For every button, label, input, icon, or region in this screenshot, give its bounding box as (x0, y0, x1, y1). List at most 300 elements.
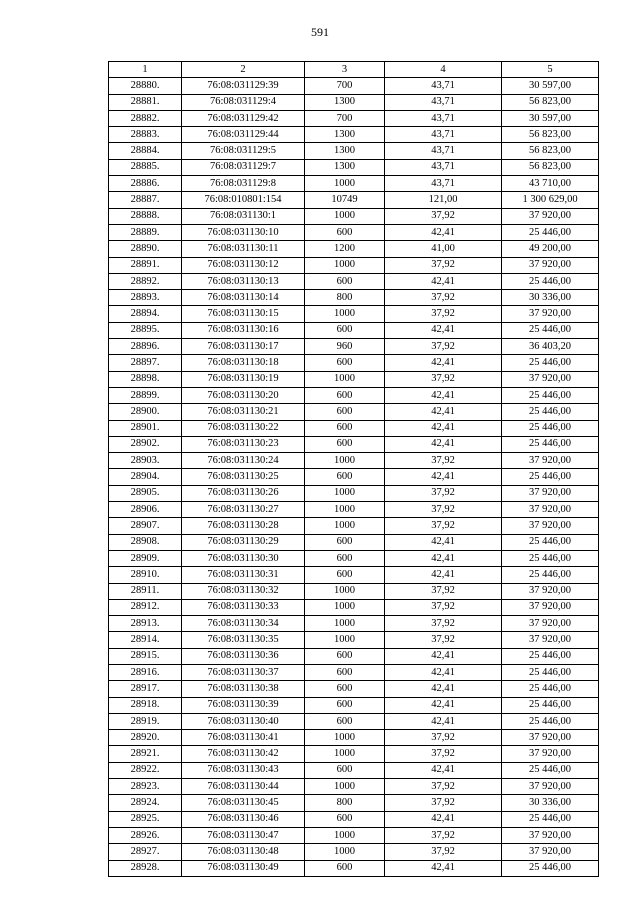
area-cell: 1000 (305, 730, 385, 746)
table-row (109, 241, 599, 257)
rate-cell: 37,92 (385, 518, 502, 534)
area-cell: 600 (305, 387, 385, 403)
cadastral-number-cell: 76:08:031130:19 (182, 371, 305, 387)
cadastral-number-cell: 76:08:031130:45 (182, 795, 305, 811)
cadastral-number-cell: 76:08:031130:39 (182, 697, 305, 713)
rate-cell: 37,92 (385, 257, 502, 273)
row-number-cell: 28885. (109, 159, 182, 175)
cadastral-number-cell: 76:08:031130:15 (182, 306, 305, 322)
row-number-cell: 28917. (109, 681, 182, 697)
table-row (109, 404, 599, 420)
row-number-cell: 28924. (109, 795, 182, 811)
value-cell: 25 446,00 (502, 273, 599, 289)
row-number-cell: 28926. (109, 827, 182, 843)
rate-cell: 37,92 (385, 599, 502, 615)
value-cell: 25 446,00 (502, 224, 599, 240)
cadastral-number-cell: 76:08:031129:44 (182, 127, 305, 143)
cadastral-number-cell: 76:08:010801:154 (182, 192, 305, 208)
row-number-cell: 28893. (109, 290, 182, 306)
rate-cell: 121,00 (385, 192, 502, 208)
table-row (109, 779, 599, 795)
area-cell: 1000 (305, 746, 385, 762)
area-cell: 600 (305, 860, 385, 876)
rate-cell: 42,41 (385, 420, 502, 436)
area-cell: 1000 (305, 371, 385, 387)
area-cell: 600 (305, 273, 385, 289)
row-number-cell: 28912. (109, 599, 182, 615)
table-row (109, 746, 599, 762)
value-cell: 56 823,00 (502, 127, 599, 143)
rate-cell: 43,71 (385, 176, 502, 192)
rate-cell: 37,92 (385, 453, 502, 469)
row-number-cell: 28895. (109, 322, 182, 338)
cadastral-number-cell: 76:08:031130:49 (182, 860, 305, 876)
value-cell: 25 446,00 (502, 534, 599, 550)
cadastral-number-cell: 76:08:031130:20 (182, 387, 305, 403)
table-row (109, 550, 599, 566)
rate-cell: 37,92 (385, 616, 502, 632)
row-number-cell: 28906. (109, 502, 182, 518)
area-cell: 1000 (305, 208, 385, 224)
row-number-cell: 28907. (109, 518, 182, 534)
cadastral-number-cell: 76:08:031130:22 (182, 420, 305, 436)
row-number-cell: 28897. (109, 355, 182, 371)
table-row (109, 795, 599, 811)
rate-cell: 43,71 (385, 94, 502, 110)
area-cell: 1000 (305, 844, 385, 860)
value-cell: 37 920,00 (502, 257, 599, 273)
table-row (109, 632, 599, 648)
row-number-cell: 28905. (109, 485, 182, 501)
cadastral-number-cell: 76:08:031129:4 (182, 94, 305, 110)
cadastral-number-cell: 76:08:031130:44 (182, 779, 305, 795)
cadastral-number-cell: 76:08:031130:16 (182, 322, 305, 338)
table-row (109, 583, 599, 599)
table-row (109, 355, 599, 371)
cadastral-number-cell: 76:08:031130:46 (182, 811, 305, 827)
area-cell: 600 (305, 648, 385, 664)
area-cell: 1000 (305, 632, 385, 648)
area-cell: 1000 (305, 616, 385, 632)
value-cell: 36 403,20 (502, 339, 599, 355)
row-number-cell: 28892. (109, 273, 182, 289)
rate-cell: 42,41 (385, 648, 502, 664)
cadastral-number-cell: 76:08:031130:25 (182, 469, 305, 485)
area-cell: 600 (305, 224, 385, 240)
rate-cell: 42,41 (385, 697, 502, 713)
table-row (109, 159, 599, 175)
area-cell: 1000 (305, 485, 385, 501)
data-table (108, 61, 599, 877)
row-number-cell: 28925. (109, 811, 182, 827)
value-cell: 25 446,00 (502, 550, 599, 566)
value-cell: 25 446,00 (502, 436, 599, 452)
value-cell: 25 446,00 (502, 322, 599, 338)
cadastral-number-cell: 76:08:031130:36 (182, 648, 305, 664)
table-body (109, 78, 599, 877)
area-cell: 1000 (305, 306, 385, 322)
row-number-cell: 28891. (109, 257, 182, 273)
column-header-1: 1 (109, 62, 182, 78)
rate-cell: 37,92 (385, 827, 502, 843)
row-number-cell: 28903. (109, 453, 182, 469)
area-cell: 600 (305, 681, 385, 697)
area-cell: 1200 (305, 241, 385, 257)
rate-cell: 42,41 (385, 811, 502, 827)
value-cell: 56 823,00 (502, 143, 599, 159)
cadastral-number-cell: 76:08:031130:32 (182, 583, 305, 599)
area-cell: 600 (305, 550, 385, 566)
value-cell: 25 446,00 (502, 567, 599, 583)
row-number-cell: 28881. (109, 94, 182, 110)
row-number-cell: 28923. (109, 779, 182, 795)
area-cell: 1000 (305, 599, 385, 615)
rate-cell: 37,92 (385, 730, 502, 746)
row-number-cell: 28909. (109, 550, 182, 566)
area-cell: 960 (305, 339, 385, 355)
area-cell: 800 (305, 290, 385, 306)
area-cell: 600 (305, 713, 385, 729)
column-header-5: 5 (502, 62, 599, 78)
area-cell: 1000 (305, 257, 385, 273)
cadastral-number-cell: 76:08:031130:35 (182, 632, 305, 648)
value-cell: 25 446,00 (502, 713, 599, 729)
cadastral-number-cell: 76:08:031130:23 (182, 436, 305, 452)
row-number-cell: 28913. (109, 616, 182, 632)
table-row (109, 322, 599, 338)
value-cell: 37 920,00 (502, 632, 599, 648)
table-row (109, 420, 599, 436)
table-row (109, 257, 599, 273)
cadastral-number-cell: 76:08:031130:28 (182, 518, 305, 534)
row-number-cell: 28902. (109, 436, 182, 452)
value-cell: 25 446,00 (502, 355, 599, 371)
value-cell: 49 200,00 (502, 241, 599, 257)
row-number-cell: 28894. (109, 306, 182, 322)
row-number-cell: 28887. (109, 192, 182, 208)
area-cell: 600 (305, 436, 385, 452)
table-row (109, 567, 599, 583)
cadastral-number-cell: 76:08:031129:5 (182, 143, 305, 159)
row-number-cell: 28920. (109, 730, 182, 746)
table-row (109, 518, 599, 534)
table-row (109, 713, 599, 729)
area-cell: 600 (305, 322, 385, 338)
rate-cell: 37,92 (385, 208, 502, 224)
value-cell: 1 300 629,00 (502, 192, 599, 208)
rate-cell: 42,41 (385, 355, 502, 371)
cadastral-number-cell: 76:08:031130:12 (182, 257, 305, 273)
row-number-cell: 28901. (109, 420, 182, 436)
value-cell: 37 920,00 (502, 583, 599, 599)
area-cell: 600 (305, 762, 385, 778)
cadastral-number-cell: 76:08:031129:8 (182, 176, 305, 192)
cadastral-number-cell: 76:08:031130:18 (182, 355, 305, 371)
rate-cell: 37,92 (385, 339, 502, 355)
column-header-3: 3 (305, 62, 385, 78)
value-cell: 43 710,00 (502, 176, 599, 192)
area-cell: 1000 (305, 583, 385, 599)
table-row (109, 697, 599, 713)
rate-cell: 37,92 (385, 583, 502, 599)
cadastral-number-cell: 76:08:031130:27 (182, 502, 305, 518)
value-cell: 37 920,00 (502, 453, 599, 469)
value-cell: 37 920,00 (502, 371, 599, 387)
rate-cell: 42,41 (385, 681, 502, 697)
table-row (109, 664, 599, 680)
table-row (109, 339, 599, 355)
table-row (109, 387, 599, 403)
row-number-cell: 28914. (109, 632, 182, 648)
rate-cell: 42,41 (385, 860, 502, 876)
value-cell: 56 823,00 (502, 94, 599, 110)
row-number-cell: 28921. (109, 746, 182, 762)
row-number-cell: 28908. (109, 534, 182, 550)
value-cell: 25 446,00 (502, 697, 599, 713)
rate-cell: 37,92 (385, 306, 502, 322)
area-cell: 1300 (305, 143, 385, 159)
rate-cell: 42,41 (385, 713, 502, 729)
rate-cell: 43,71 (385, 78, 502, 94)
value-cell: 37 920,00 (502, 827, 599, 843)
row-number-cell: 28890. (109, 241, 182, 257)
value-cell: 37 920,00 (502, 746, 599, 762)
cadastral-number-cell: 76:08:031130:48 (182, 844, 305, 860)
area-cell: 1000 (305, 453, 385, 469)
table-row (109, 273, 599, 289)
cadastral-number-cell: 76:08:031130:34 (182, 616, 305, 632)
area-cell: 1000 (305, 502, 385, 518)
table-row (109, 534, 599, 550)
area-cell: 600 (305, 811, 385, 827)
table-row (109, 469, 599, 485)
value-cell: 30 336,00 (502, 290, 599, 306)
column-header-2: 2 (182, 62, 305, 78)
rate-cell: 42,41 (385, 534, 502, 550)
value-cell: 37 920,00 (502, 844, 599, 860)
rate-cell: 43,71 (385, 110, 502, 126)
table-row (109, 110, 599, 126)
row-number-cell: 28884. (109, 143, 182, 159)
cadastral-number-cell: 76:08:031130:33 (182, 599, 305, 615)
area-cell: 600 (305, 534, 385, 550)
rate-cell: 42,41 (385, 322, 502, 338)
value-cell: 56 823,00 (502, 159, 599, 175)
value-cell: 25 446,00 (502, 404, 599, 420)
area-cell: 600 (305, 664, 385, 680)
row-number-cell: 28911. (109, 583, 182, 599)
column-header-4: 4 (385, 62, 502, 78)
area-cell: 700 (305, 110, 385, 126)
cadastral-number-cell: 76:08:031129:7 (182, 159, 305, 175)
table-row (109, 436, 599, 452)
table-row (109, 224, 599, 240)
area-cell: 1300 (305, 127, 385, 143)
row-number-cell: 28927. (109, 844, 182, 860)
area-cell: 600 (305, 697, 385, 713)
value-cell: 37 920,00 (502, 306, 599, 322)
cadastral-number-cell: 76:08:031130:38 (182, 681, 305, 697)
rate-cell: 42,41 (385, 273, 502, 289)
area-cell: 1000 (305, 176, 385, 192)
row-number-cell: 28919. (109, 713, 182, 729)
cadastral-number-cell: 76:08:031130:29 (182, 534, 305, 550)
area-cell: 1300 (305, 94, 385, 110)
table-row (109, 371, 599, 387)
area-cell: 10749 (305, 192, 385, 208)
cadastral-number-cell: 76:08:031130:43 (182, 762, 305, 778)
row-number-cell: 28882. (109, 110, 182, 126)
area-cell: 1300 (305, 159, 385, 175)
cadastral-number-cell: 76:08:031130:31 (182, 567, 305, 583)
table-row (109, 176, 599, 192)
cadastral-number-cell: 76:08:031129:39 (182, 78, 305, 94)
area-cell: 1000 (305, 779, 385, 795)
row-number-cell: 28922. (109, 762, 182, 778)
rate-cell: 42,41 (385, 404, 502, 420)
value-cell: 25 446,00 (502, 762, 599, 778)
cadastral-number-cell: 76:08:031130:11 (182, 241, 305, 257)
rate-cell: 42,41 (385, 664, 502, 680)
area-cell: 1000 (305, 827, 385, 843)
value-cell: 25 446,00 (502, 681, 599, 697)
table-row (109, 485, 599, 501)
rate-cell: 37,92 (385, 290, 502, 306)
value-cell: 37 920,00 (502, 730, 599, 746)
value-cell: 25 446,00 (502, 469, 599, 485)
area-cell: 1000 (305, 518, 385, 534)
header-row (109, 62, 599, 78)
row-number-cell: 28886. (109, 176, 182, 192)
value-cell: 25 446,00 (502, 420, 599, 436)
rate-cell: 42,41 (385, 436, 502, 452)
value-cell: 37 920,00 (502, 616, 599, 632)
cadastral-number-cell: 76:08:031130:24 (182, 453, 305, 469)
table-row (109, 762, 599, 778)
area-cell: 600 (305, 567, 385, 583)
cadastral-number-cell: 76:08:031130:14 (182, 290, 305, 306)
rate-cell: 37,92 (385, 779, 502, 795)
value-cell: 25 446,00 (502, 664, 599, 680)
rate-cell: 37,92 (385, 502, 502, 518)
area-cell: 600 (305, 420, 385, 436)
table-row (109, 730, 599, 746)
table-row (109, 648, 599, 664)
table-row (109, 306, 599, 322)
area-cell: 600 (305, 355, 385, 371)
page-number: 591 (311, 25, 329, 39)
rate-cell: 37,92 (385, 632, 502, 648)
table-row (109, 192, 599, 208)
row-number-cell: 28898. (109, 371, 182, 387)
row-number-cell: 28918. (109, 697, 182, 713)
row-number-cell: 28915. (109, 648, 182, 664)
cadastral-number-cell: 76:08:031130:1 (182, 208, 305, 224)
rate-cell: 42,41 (385, 224, 502, 240)
row-number-cell: 28916. (109, 664, 182, 680)
rate-cell: 37,92 (385, 371, 502, 387)
value-cell: 37 920,00 (502, 779, 599, 795)
row-number-cell: 28896. (109, 339, 182, 355)
value-cell: 30 336,00 (502, 795, 599, 811)
row-number-cell: 28889. (109, 224, 182, 240)
table-row (109, 290, 599, 306)
table-row (109, 811, 599, 827)
row-number-cell: 28899. (109, 387, 182, 403)
value-cell: 30 597,00 (502, 110, 599, 126)
rate-cell: 42,41 (385, 762, 502, 778)
table-row (109, 127, 599, 143)
area-cell: 600 (305, 469, 385, 485)
rate-cell: 42,41 (385, 387, 502, 403)
rate-cell: 42,41 (385, 550, 502, 566)
table-row (109, 860, 599, 876)
row-number-cell: 28910. (109, 567, 182, 583)
area-cell: 600 (305, 404, 385, 420)
area-cell: 800 (305, 795, 385, 811)
cadastral-number-cell: 76:08:031130:47 (182, 827, 305, 843)
value-cell: 37 920,00 (502, 599, 599, 615)
value-cell: 25 446,00 (502, 811, 599, 827)
rate-cell: 42,41 (385, 469, 502, 485)
cadastral-number-cell: 76:08:031130:41 (182, 730, 305, 746)
rate-cell: 43,71 (385, 127, 502, 143)
row-number-cell: 28883. (109, 127, 182, 143)
table-row (109, 599, 599, 615)
value-cell: 37 920,00 (502, 518, 599, 534)
row-number-cell: 28880. (109, 78, 182, 94)
table-header (109, 62, 599, 78)
value-cell: 37 920,00 (502, 502, 599, 518)
cadastral-number-cell: 76:08:031130:10 (182, 224, 305, 240)
cadastral-number-cell: 76:08:031130:37 (182, 664, 305, 680)
cadastral-number-cell: 76:08:031129:42 (182, 110, 305, 126)
row-number-cell: 28888. (109, 208, 182, 224)
rate-cell: 43,71 (385, 143, 502, 159)
cadastral-number-cell: 76:08:031130:26 (182, 485, 305, 501)
rate-cell: 37,92 (385, 746, 502, 762)
cadastral-number-cell: 76:08:031130:42 (182, 746, 305, 762)
row-number-cell: 28900. (109, 404, 182, 420)
table-row (109, 502, 599, 518)
table-row (109, 827, 599, 843)
value-cell: 25 446,00 (502, 860, 599, 876)
table-row (109, 681, 599, 697)
table-row (109, 78, 599, 94)
table-row (109, 844, 599, 860)
row-number-cell: 28904. (109, 469, 182, 485)
rate-cell: 43,71 (385, 159, 502, 175)
cadastral-number-cell: 76:08:031130:21 (182, 404, 305, 420)
table-row (109, 616, 599, 632)
cadastral-number-cell: 76:08:031130:30 (182, 550, 305, 566)
area-cell: 700 (305, 78, 385, 94)
value-cell: 37 920,00 (502, 485, 599, 501)
table-row (109, 94, 599, 110)
row-number-cell: 28928. (109, 860, 182, 876)
rate-cell: 41,00 (385, 241, 502, 257)
value-cell: 30 597,00 (502, 78, 599, 94)
rate-cell: 37,92 (385, 844, 502, 860)
cadastral-number-cell: 76:08:031130:40 (182, 713, 305, 729)
table-row (109, 208, 599, 224)
rate-cell: 37,92 (385, 485, 502, 501)
rate-cell: 37,92 (385, 795, 502, 811)
value-cell: 25 446,00 (502, 387, 599, 403)
cadastral-number-cell: 76:08:031130:13 (182, 273, 305, 289)
value-cell: 25 446,00 (502, 648, 599, 664)
cadastral-number-cell: 76:08:031130:17 (182, 339, 305, 355)
